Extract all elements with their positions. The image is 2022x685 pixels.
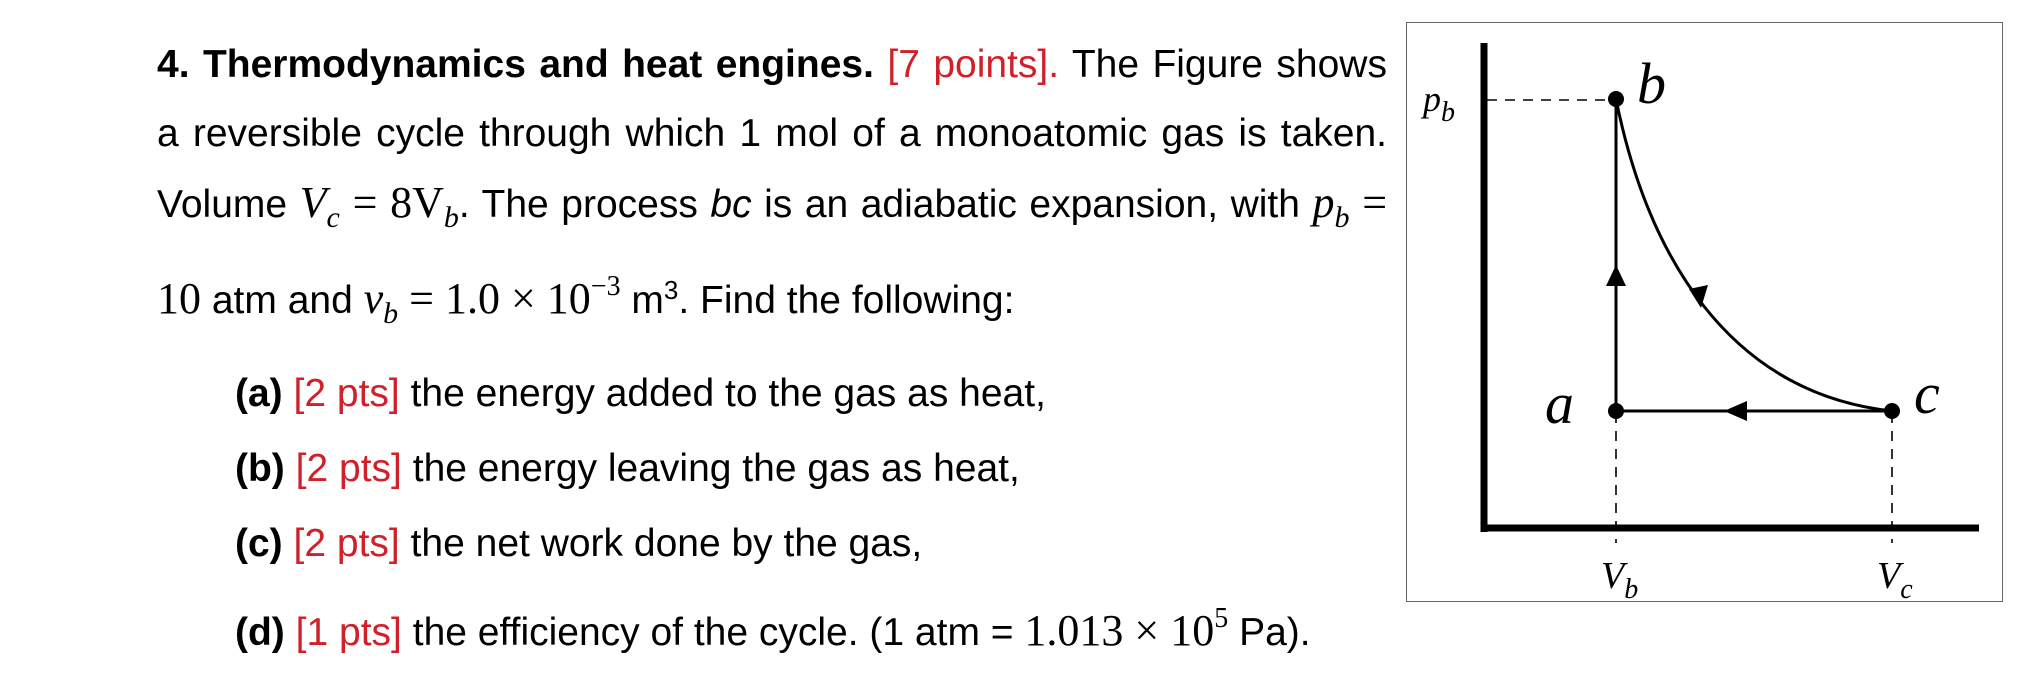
process-bc-curve bbox=[1616, 99, 1892, 411]
intro-text-1: The Figure shows a reversible cycle through which 1 mol of a monoatomic gas is taken. Volume bbox=[157, 43, 1387, 226]
arrow-ab bbox=[1606, 265, 1626, 286]
volume-relation: $V_c = 8V_b$ bbox=[299, 178, 459, 234]
part-a: (a) [2 pts] the energy added to the gas as heat, bbox=[235, 372, 1046, 415]
part-c: (c) [2 pts] the net work done by the gas, bbox=[235, 522, 923, 565]
label-vc: $V_c$ bbox=[1877, 555, 1913, 603]
part-d: (d) [1 pts] the efficiency of the cycle. (1 atm = $1.013 \times 10^5$ Pa). bbox=[235, 603, 1311, 655]
intro-text-3: is an adiabatic expansion, with bbox=[764, 183, 1300, 226]
unit-m3: $m^3$ bbox=[631, 275, 679, 322]
label-c: c bbox=[1914, 361, 1940, 426]
point-b-dot bbox=[1608, 91, 1624, 107]
label-a: a bbox=[1545, 371, 1574, 436]
point-a-dot bbox=[1608, 403, 1624, 419]
part-b: (b) [2 pts] the energy leaving the gas as heat, bbox=[235, 447, 1020, 490]
problem-title: 4. Thermodynamics and heat engines. bbox=[157, 43, 874, 86]
arrow-ca bbox=[1724, 401, 1747, 421]
parts-list bbox=[157, 356, 1387, 656]
pv-diagram bbox=[1406, 22, 2003, 602]
label-b: b bbox=[1637, 51, 1666, 116]
label-vb: $V_b$ bbox=[1601, 555, 1639, 603]
pressure-value: $p_b = 10$ bbox=[157, 178, 1388, 323]
problem-statement bbox=[157, 30, 1387, 348]
atm-and: atm and bbox=[211, 279, 353, 322]
arrow-bc bbox=[1689, 285, 1708, 308]
label-pb: $p_b$ bbox=[1423, 79, 1455, 128]
intro-text-2: . The process bbox=[458, 183, 698, 226]
find-text: . Find the following: bbox=[678, 279, 1015, 322]
problem-points: [7 points]. bbox=[887, 43, 1060, 86]
volume-value: $v_b = 1.0 \times 10^{-3}$ bbox=[363, 271, 621, 330]
process-bc: bc bbox=[710, 183, 752, 226]
point-c-dot bbox=[1884, 403, 1900, 419]
problem-4 bbox=[157, 30, 1387, 656]
